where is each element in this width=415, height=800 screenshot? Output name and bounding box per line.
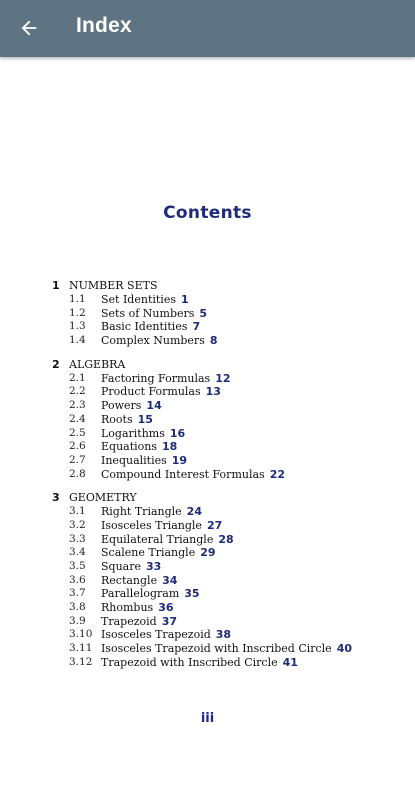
toc-section-link[interactable] (0, 293, 415, 307)
section-title: Set Identities (101, 293, 176, 306)
section-entry (101, 427, 185, 441)
section-entry (101, 413, 153, 427)
section-entry (101, 546, 216, 560)
section-number: 3.7 (69, 587, 86, 600)
section-title: Right Triangle (101, 505, 182, 519)
toc-chapter (0, 358, 415, 482)
toc-section-link[interactable] (0, 320, 415, 334)
toc-section-link[interactable] (0, 587, 415, 601)
section-page-number[interactable]: 41 (282, 655, 298, 669)
section-page-number[interactable]: 24 (186, 505, 202, 519)
section-title: Isosceles Trapezoid (101, 628, 211, 642)
section-page-number[interactable]: 27 (206, 518, 223, 532)
section-page-number[interactable]: 8 (209, 334, 218, 348)
app-bar-title: Index (76, 14, 132, 37)
arrow-left-icon (18, 17, 40, 39)
section-page-number[interactable]: 13 (205, 385, 221, 399)
toc-section-link[interactable] (0, 334, 415, 348)
toc-section-link[interactable] (0, 505, 415, 519)
section-number: 2.5 (69, 426, 86, 439)
section-page-number[interactable]: 7 (192, 320, 201, 334)
section-page-number[interactable]: 40 (336, 642, 353, 656)
section-number: 3.5 (69, 560, 86, 572)
toc-chapter (0, 491, 415, 669)
toc-chapter-heading[interactable] (0, 358, 415, 372)
section-entry (101, 320, 200, 334)
toc-section-link[interactable] (0, 468, 415, 482)
toc-section-link[interactable] (0, 601, 415, 615)
section-title: Compound Interest Formulas (101, 467, 265, 481)
toc-section-link[interactable] (0, 615, 415, 629)
toc-section-link[interactable] (0, 440, 415, 454)
section-entry (101, 601, 174, 615)
toc-section-link[interactable] (0, 307, 415, 321)
section-entry (101, 505, 202, 519)
toc-chapter (0, 279, 415, 348)
section-title: Parallelogram (101, 587, 180, 601)
section-entry (101, 587, 200, 601)
section-page-number[interactable]: 12 (215, 371, 231, 385)
section-number: 2.8 (69, 467, 86, 480)
toc-section-link[interactable] (0, 427, 415, 441)
section-title: Sets of Numbers (101, 306, 195, 320)
toc-section-link[interactable] (0, 519, 415, 533)
section-title: Logarithms (101, 426, 165, 440)
section-entry (101, 293, 189, 307)
toc-section-link[interactable] (0, 454, 415, 468)
section-entry (101, 560, 161, 574)
section-page-number[interactable]: 1 (180, 293, 189, 306)
section-title: Isosceles Triangle (101, 518, 202, 532)
section-number: 3.8 (69, 601, 86, 614)
section-number: 2.4 (69, 412, 86, 425)
section-title: Isosceles Trapezoid with Inscribed Circle (101, 642, 332, 656)
toc-section-link[interactable] (0, 642, 415, 656)
section-title: Complex Numbers (101, 334, 205, 348)
section-entry (101, 519, 222, 533)
section-entry (101, 307, 207, 321)
section-title: Trapezoid (101, 614, 157, 628)
section-number: 3.10 (69, 628, 93, 641)
section-title: Roots (101, 412, 133, 426)
section-page-number[interactable]: 37 (161, 614, 177, 628)
chapter-number: 3 (52, 491, 60, 505)
chapter-number: 1 (52, 279, 60, 292)
section-page-number[interactable]: 36 (158, 601, 174, 615)
toc-section-link[interactable] (0, 533, 415, 547)
section-page-number[interactable]: 38 (215, 628, 232, 642)
section-number: 2.3 (69, 399, 86, 412)
toc-section-link[interactable] (0, 372, 415, 386)
section-entry (101, 656, 298, 670)
section-number: 1.1 (69, 293, 86, 305)
section-entry (101, 574, 177, 588)
page-number-footer: iii (200, 711, 215, 726)
section-number: 2.2 (69, 385, 86, 398)
section-entry (101, 372, 231, 386)
section-page-number[interactable]: 28 (218, 532, 234, 546)
section-page-number[interactable]: 14 (146, 399, 162, 413)
toc-chapter-heading[interactable] (0, 491, 415, 505)
section-title: Inequalities (101, 453, 167, 467)
section-number: 2.6 (69, 440, 86, 453)
section-entry (101, 385, 221, 399)
section-number: 1.3 (69, 320, 86, 333)
chapter-title: ALGEBRA (69, 357, 126, 371)
section-page-number[interactable]: 29 (200, 546, 216, 560)
section-entry (101, 468, 285, 482)
section-page-number[interactable]: 15 (137, 412, 153, 426)
section-number: 3.12 (69, 655, 93, 668)
toc-section-link[interactable] (0, 546, 415, 560)
section-number: 3.1 (69, 505, 86, 518)
toc-section-link[interactable] (0, 574, 415, 588)
toc-section-link[interactable] (0, 656, 415, 670)
section-number: 3.9 (69, 614, 86, 627)
section-entry (101, 454, 187, 468)
section-entry (101, 334, 218, 348)
section-page-number[interactable]: 19 (171, 453, 188, 467)
chapter-title: NUMBER SETS (69, 279, 158, 292)
app-bar (0, 0, 415, 57)
section-page-number[interactable]: 35 (184, 587, 200, 601)
section-title: Equations (101, 440, 158, 454)
section-title: Factoring Formulas (101, 371, 211, 385)
chapter-number: 2 (52, 357, 60, 371)
toc-section-link[interactable] (0, 628, 415, 642)
section-title: Trapezoid with Inscribed Circle (101, 655, 278, 669)
toc-section-link[interactable] (0, 399, 415, 413)
toc-section-link[interactable] (0, 560, 415, 574)
section-page-number[interactable]: 34 (162, 573, 178, 587)
toc-section-link[interactable] (0, 385, 415, 399)
section-page-number[interactable]: 18 (162, 440, 178, 454)
section-number: 3.4 (69, 546, 86, 559)
section-entry (101, 615, 177, 629)
section-page-number[interactable]: 33 (146, 560, 162, 573)
section-title: Product Formulas (101, 385, 201, 399)
section-page-number[interactable]: 22 (269, 467, 285, 481)
section-entry (101, 642, 352, 656)
section-number: 2.1 (69, 371, 86, 384)
section-title: Equilateral Triangle (101, 532, 214, 546)
contents-heading: Contents (163, 203, 252, 223)
section-title: Square (101, 560, 141, 573)
back-button[interactable] (14, 13, 44, 43)
section-title: Scalene Triangle (101, 546, 196, 560)
section-number: 3.3 (69, 532, 86, 545)
section-title: Rhombus (101, 601, 154, 615)
section-number: 1.4 (69, 334, 86, 347)
section-entry (101, 533, 234, 547)
section-entry (101, 399, 162, 413)
toc-section-link[interactable] (0, 413, 415, 427)
section-entry (101, 628, 231, 642)
section-number: 3.2 (69, 518, 86, 531)
section-page-number[interactable]: 5 (199, 306, 208, 320)
section-page-number[interactable]: 16 (169, 426, 186, 440)
section-title: Basic Identities (101, 320, 188, 334)
chapter-title: GEOMETRY (69, 491, 137, 505)
table-of-contents (0, 279, 415, 680)
section-entry (101, 440, 177, 454)
section-number: 1.2 (69, 306, 86, 319)
section-number: 3.6 (69, 573, 86, 586)
section-title: Powers (101, 399, 142, 413)
toc-chapter-heading[interactable] (0, 279, 415, 293)
section-title: Rectangle (101, 573, 158, 587)
section-number: 2.7 (69, 453, 86, 466)
section-number: 3.11 (69, 642, 93, 655)
